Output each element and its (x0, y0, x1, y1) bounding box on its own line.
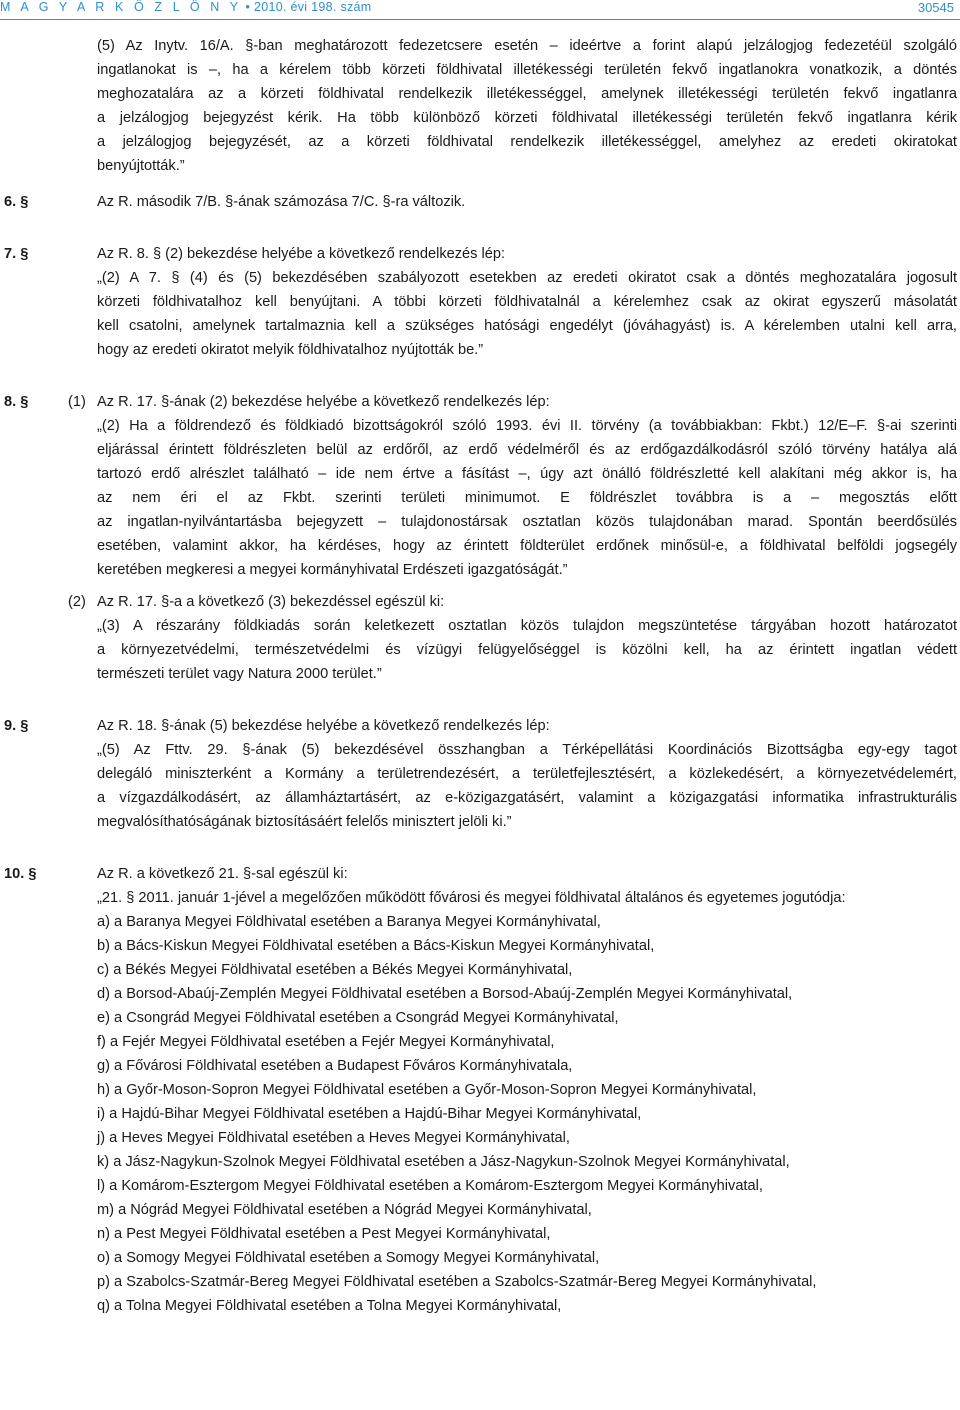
publication-header (0, 0, 372, 14)
list-item: g) a Fővárosi Földhivatal esetében a Budapest Főváros Kormányhivatala, (97, 1058, 573, 1074)
list-item: n) a Pest Megyei Földhivatal esetében a Pest Megyei Kormányhivatal, (97, 1226, 551, 1242)
page-header (0, 0, 960, 20)
page-number: 30545 (917, 0, 954, 15)
paragraph-mark: (2) (68, 594, 86, 610)
list-item: e) a Csongrád Megyei Földhivatal esetében a Csongrád Megyei Kormányhivatal, (97, 1010, 619, 1026)
publication-title: M A G Y A R K Ö Z L Ö N Y (0, 0, 242, 14)
list-item: d) a Borsod-Abaúj-Zemplén Megyei Földhivatal esetében a Borsod-Abaúj-Zemplén Megyei Kormányhivatal, (97, 986, 793, 1002)
text-line: „(2) Ha a földrendező és földkiadó bizottságokról szóló 1993. évi II. törvény (a továbbiakban: Fkbt.) 12/E–F. §-ai szerinti (97, 418, 957, 434)
text-line: tartozó erdő alrészlet található – ide nem értve a fásítást –, úgy azt önálló földrészletté kell alakítani még akkor is, ha (97, 466, 957, 482)
list-item: o) a Somogy Megyei Földhivatal esetében a Somogy Megyei Kormányhivatal, (97, 1250, 600, 1266)
text-line: természeti terület vagy Natura 2000 terület.” (97, 666, 382, 682)
text-line: benyújtották.” (97, 158, 185, 174)
text-line: meghozatalára az a körzeti földhivatal rendelkezik illetékességgel, amelynek illetékességi területén fekvő ingatlanra (97, 86, 957, 102)
header-rule (0, 19, 960, 20)
list-item: q) a Tolna Megyei Földhivatal esetében a Tolna Megyei Kormányhivatal, (97, 1298, 562, 1314)
text-line: (5) Az Inytv. 16/A. §-ban meghatározott fedezetcsere esetén – ideértve a forint alapú jelzálogjog fedezetéül szolgáló (97, 38, 957, 54)
list-item: p) a Szabolcs-Szatmár-Bereg Megyei Földhivatal esetében a Szabolcs-Szatmár-Bereg Megyei Kormányhivatal, (97, 1274, 817, 1290)
list-item: j) a Heves Megyei Földhivatal esetében a Heves Megyei Kormányhivatal, (97, 1130, 570, 1146)
list-item: h) a Győr-Moson-Sopron Megyei Földhivatal esetében a Győr-Moson-Sopron Megyei Kormányhivatal, (97, 1082, 757, 1098)
section-intro: Az R. 8. § (2) bekezdése helyébe a következő rendelkezés lép: (97, 246, 506, 262)
text-line: „21. § 2011. január 1-jével a megelőzően működött fővárosi és megyei földhivatal általános és egyetemes jogutódja: (97, 890, 846, 906)
section-intro: Az R. 17. §-ának (2) bekezdése helyébe a következő rendelkezés lép: (97, 394, 550, 410)
text-line: körzeti földhivatalhoz kell benyújtani. A többi körzeti földhivatalnál a kérelemhez csak az okirat egyszerű másolatát (97, 294, 957, 310)
section-number: 10. § (4, 866, 37, 882)
text-line: a jelzálogjog bejegyzését, az a körzeti földhivatal rendelkezik illetékességgel, amelyhez az eredeti okiratokat (97, 134, 957, 150)
paragraph-mark: (1) (68, 394, 86, 410)
text-line: esetében, valamint akkor, ha kérdéses, hogy az érintett földterület erdőnek minősül-e, a földhivatal belföldi jogsegély (97, 538, 957, 554)
section-number: 7. § (4, 246, 29, 262)
text-line: a vízgazdálkodásért, az államháztartásért, az e-közigazgatásért, valamint a közigazgatási informatika infrastrukturális (97, 790, 957, 806)
text-line: eljárással érintett földrészleten belül az erdőről, az erdő védelméről és az erdőgazdálkodásról szóló törvény hatálya alá (97, 442, 957, 458)
text-line: keretében megkeresi a megyei kormányhivatal Erdészeti igazgatóságát.” (97, 562, 568, 578)
text-line: a környezetvédelmi, természetvédelmi és vízügyi felügyelőséggel is közölni kell, ha az érintett ingatlan védett (97, 642, 957, 658)
text-line: hogy az eredeti okiratot melyik földhivatalhoz nyújtották be.” (97, 342, 484, 358)
list-item: c) a Békés Megyei Földhivatal esetében a Békés Megyei Kormányhivatal, (97, 962, 573, 978)
text-line: a jelzálogjog bejegyzést kérik. Ha több különböző körzeti földhivatal illetékességi területén fekvő ingatlanra kérik (97, 110, 957, 126)
section-number: 6. § (4, 194, 29, 210)
text-line: ingatlanokat is –, ha a kérelem több körzeti földhivatal illetékességi területén fekvő ingatlanokra vonatkozik, a döntés (97, 62, 957, 78)
section-intro: Az R. 17. §-a a következő (3) bekezdéssel egészül ki: (97, 594, 445, 610)
text-line: kell csatolni, amelynek tartalmaznia kell a szükséges hatósági engedélyt (jóváhagyást) is. A kérelemben utalni kell arra, (97, 318, 957, 334)
list-item: m) a Nógrád Megyei Földhivatal esetében a Nógrád Megyei Kormányhivatal, (97, 1202, 592, 1218)
text-line: megvalósíthatóságának biztosításáért felelős minisztert jelöli ki.” (97, 814, 512, 830)
list-item: l) a Komárom-Esztergom Megyei Földhivatal esetében a Komárom-Esztergom Megyei Kormányhivatal, (97, 1178, 763, 1194)
text-line: az ingatlan-nyilvántartásba bejegyzett – tulajdonostársak osztatlan közös tulajdonában marad. Spontán beerdősülés (97, 514, 957, 530)
text-line: „(5) Az Fttv. 29. §-ának (5) bekezdésével összhangban a Térképellátási Koordinációs Bizottságba egy-egy tagot (97, 742, 957, 758)
section-text: Az R. második 7/B. §-ának számozása 7/C. §-ra változik. (97, 194, 466, 210)
section-number: 8. § (4, 394, 29, 410)
issue-label: 2010. évi 198. szám (253, 0, 372, 14)
list-item: b) a Bács-Kiskun Megyei Földhivatal esetében a Bács-Kiskun Megyei Kormányhivatal, (97, 938, 655, 954)
list-item: i) a Hajdú-Bihar Megyei Földhivatal esetében a Hajdú-Bihar Megyei Kormányhivatal, (97, 1106, 642, 1122)
text-line: „(3) A részarány földkiadás során keletkezett osztatlan közös tulajdon megszüntetése tárgyában hozott határozatot (97, 618, 957, 634)
section-intro: Az R. 18. §-ának (5) bekezdése helyébe a következő rendelkezés lép: (97, 718, 550, 734)
text-line: delegáló miniszterként a Kormány a területrendezésért, a területfejlesztésért, a közlekedésért, a környezetvédelemért, (97, 766, 957, 782)
header-bullet: • (245, 0, 251, 14)
list-item: f) a Fejér Megyei Földhivatal esetében a Fejér Megyei Kormányhivatal, (97, 1034, 555, 1050)
list-item: k) a Jász-Nagykun-Szolnok Megyei Földhivatal esetében a Jász-Nagykun-Szolnok Megyei Kormányhivatal, (97, 1154, 790, 1170)
text-line: az nem éri el az Fkbt. szerinti területi minimumot. E földrészlet továbbra is a – megosztás előtt (97, 490, 957, 506)
text-line: „(2) A 7. § (4) és (5) bekezdésében szabályozott esetekben az eredeti okiratot csak a döntés meghozatalára jogosult (97, 270, 957, 286)
list-item: a) a Baranya Megyei Földhivatal esetében a Baranya Megyei Kormányhivatal, (97, 914, 601, 930)
section-intro: Az R. a következő 21. §-sal egészül ki: (97, 866, 348, 882)
section-number: 9. § (4, 718, 29, 734)
